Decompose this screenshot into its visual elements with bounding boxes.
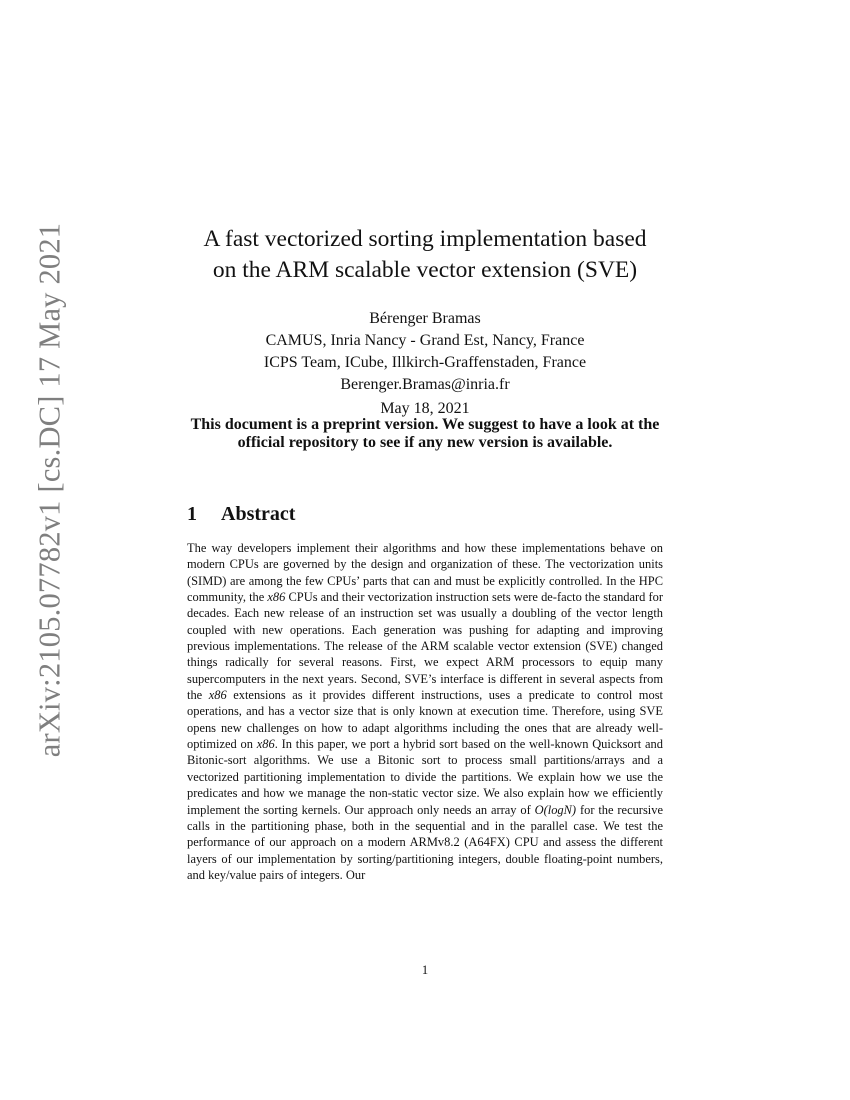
title-line-1: A fast vectorized sorting implementation based	[203, 226, 647, 252]
section-number: 1	[187, 503, 197, 525]
abstract-text-part-4: . In this paper, we port a hybrid sort based on the well-known Quicksort and Bitonic-sort algorithms. We use a Bitonic sort to process small partitions/arrays and a vectorized partitioning implementation to divide the partitions. We explain how we use the predicates and how we manage the non-static vector size. We also explain how we efficiently implement the sorting kernels. Our approach only needs an array of	[187, 737, 663, 817]
abstract-emphasis-x86-1: x86	[267, 590, 286, 605]
abstract-text-part-3: extensions as it provides different instructions, uses a predicate to control most operations, and has a vector size that is only known at execution time. Therefore, using SVE opens new challenges on how to adapt algorithms including the ones that are already well-optimized on	[187, 688, 663, 752]
paper-title	[125, 224, 725, 286]
author-email: Berenger.Bramas@inria.fr	[340, 376, 510, 393]
abstract-text-part-2: CPUs and their vectorization instruction sets were de-facto the standard for decades. Each new release of an instruction set was usually a doubling of the vector length coupled with new operations. Each generation was pushing for adapting and improving previous implementations. The release of the ARM scalable vector extension (SVE) changed things radically for several reasons. First, we expect ARM processors to equip many supercomputers in the next years. Second, SVE’s interface is different in several aspects from the	[187, 590, 664, 703]
abstract-text-part-5: for the recursive calls in the partitioning phase, both in the sequential and in the parallel case. We test the performance of our approach on a modern ARMv8.2 (A64FX) CPU and assess the different layers of our implementation by sorting/partitioning integers, double floating-point numbers, and key/value pairs of integers. Our	[187, 802, 663, 882]
author-name: Bérenger Bramas	[369, 310, 481, 327]
abstract-emphasis-x86-3: x86	[256, 737, 275, 752]
section-title: Abstract	[221, 503, 296, 525]
abstract-text-part-1: The way developers implement their algorithms and how these implementations behave on modern CPUs are governed by the design and organization of these. The vectorization units (SIMD) are among the few CPUs’ parts that can and must be explicitly controlled. In the HPC community, the	[187, 541, 663, 605]
author-affiliation-2: ICPS Team, ICube, Illkirch-Graffenstaden, France	[263, 354, 587, 371]
author-affiliation-1: CAMUS, Inria Nancy - Grand Est, Nancy, France	[265, 332, 585, 349]
page-number: 1	[421, 963, 429, 977]
preprint-notice: This document is a preprint version. We suggest to have a look at the official repository to see if any new version is available.	[190, 416, 660, 451]
paper-date: May 18, 2021	[380, 400, 470, 417]
arxiv-identifier-stamp: arXiv:2105.07782v1 [cs.DC] 17 May 2021	[32, 222, 67, 758]
abstract-math-complexity: O(logN)	[534, 802, 577, 817]
section-heading-abstract	[187, 503, 295, 526]
abstract-emphasis-x86-2: x86	[208, 688, 227, 703]
abstract-paragraph	[187, 540, 663, 883]
author-block	[125, 308, 725, 396]
title-line-2: on the ARM scalable vector extension (SVE)	[212, 257, 638, 283]
